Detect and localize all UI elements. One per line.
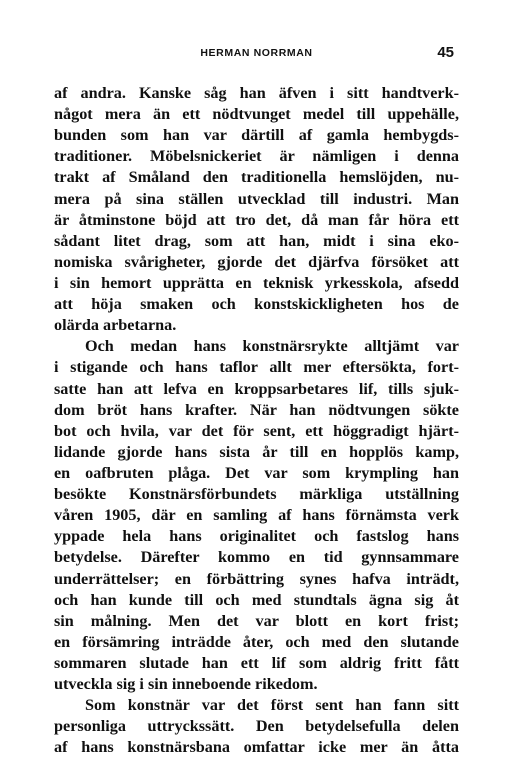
text-line: af hans konstnärsbana omfattar icke mer än åtta — [54, 738, 459, 757]
page-header — [53, 44, 460, 67]
text-line: personliga uttryckssätt. Den betydelsefulla delen — [54, 717, 459, 736]
text-line: af andra. Kanske såg han äfven i sitt handtverk- — [54, 84, 459, 102]
text-line: dom bröt hans krafter. När han nödtvungen sökte — [54, 400, 459, 419]
text-line: lidande gjorde hans sista år till en hopplös kamp, — [54, 442, 459, 461]
text-line: trakt af Småland den traditionella hemslöjden, nu- — [54, 168, 459, 187]
text-line: olärda arbetarna. — [54, 316, 177, 335]
text-line: betydelse. Därefter kommo en tid gynnsammare — [54, 548, 459, 567]
body-text — [54, 83, 459, 759]
text-line: sådant litet drag, som att han, midt i sina eko- — [54, 231, 459, 250]
text-line: utveckla sig i sin inneboende rikedom. — [54, 675, 318, 694]
text-line: Och medan hans konstnärsrykte alltjämt var — [85, 337, 459, 356]
text-line: en oafbruten plåga. Det var som krympling han — [54, 463, 459, 482]
text-line: besökte Konstnärsförbundets märkliga utställning — [54, 485, 459, 504]
text-line: en försämring inträdde åter, och med den slutande — [54, 632, 459, 651]
text-line: att höja smaken och konstskickligheten hos de — [54, 295, 459, 314]
text-line: nomiska svårigheter, gjorde det djärfva försöket att — [54, 252, 459, 271]
text-line: och han kunde till och med stundtals ägna sig åt — [54, 590, 459, 609]
text-line: är åtminstone böjd att tro det, då man får höra ett — [54, 210, 459, 229]
text-line: något mera än ett nödtvunget medel till uppehälle, — [54, 105, 459, 124]
text-line: sin målning. Men det var blott en kort frist; — [54, 611, 459, 630]
text-line: traditioner. Möbelsnickeriet är nämligen i denna — [54, 147, 459, 166]
text-line: Som konstnär var det först sent han fann sitt — [85, 696, 459, 715]
running-head: HERMAN NORRMAN — [200, 47, 313, 59]
text-line: bunden som han var därtill af gamla hembygds- — [54, 126, 459, 145]
text-line: i stigande och hans taflor allt mer eftersökta, fort- — [54, 358, 459, 377]
text-line: bot och hvila, var det för sent, ett höggradigt hjärt- — [54, 421, 459, 440]
text-line: i sin hemort upprätta en teknisk yrkesskola, afsedd — [54, 273, 459, 292]
text-line: mera på sina ställen utvecklad till industri. Man — [54, 189, 459, 208]
text-line: satte han att lefva en kroppsarbetares lif, tills sjuk- — [54, 379, 459, 398]
text-line: yppade hela hans originalitet och fastslog hans — [54, 527, 459, 546]
text-line: våren 1905, där en samling af hans förnämsta verk — [54, 506, 459, 525]
text-line: underrättelser; en förbättring synes hafva inträdt, — [54, 569, 459, 588]
text-line: sommaren slutade han ett lif som aldrig fritt fått — [54, 653, 459, 672]
page-number: 45 — [437, 44, 454, 61]
